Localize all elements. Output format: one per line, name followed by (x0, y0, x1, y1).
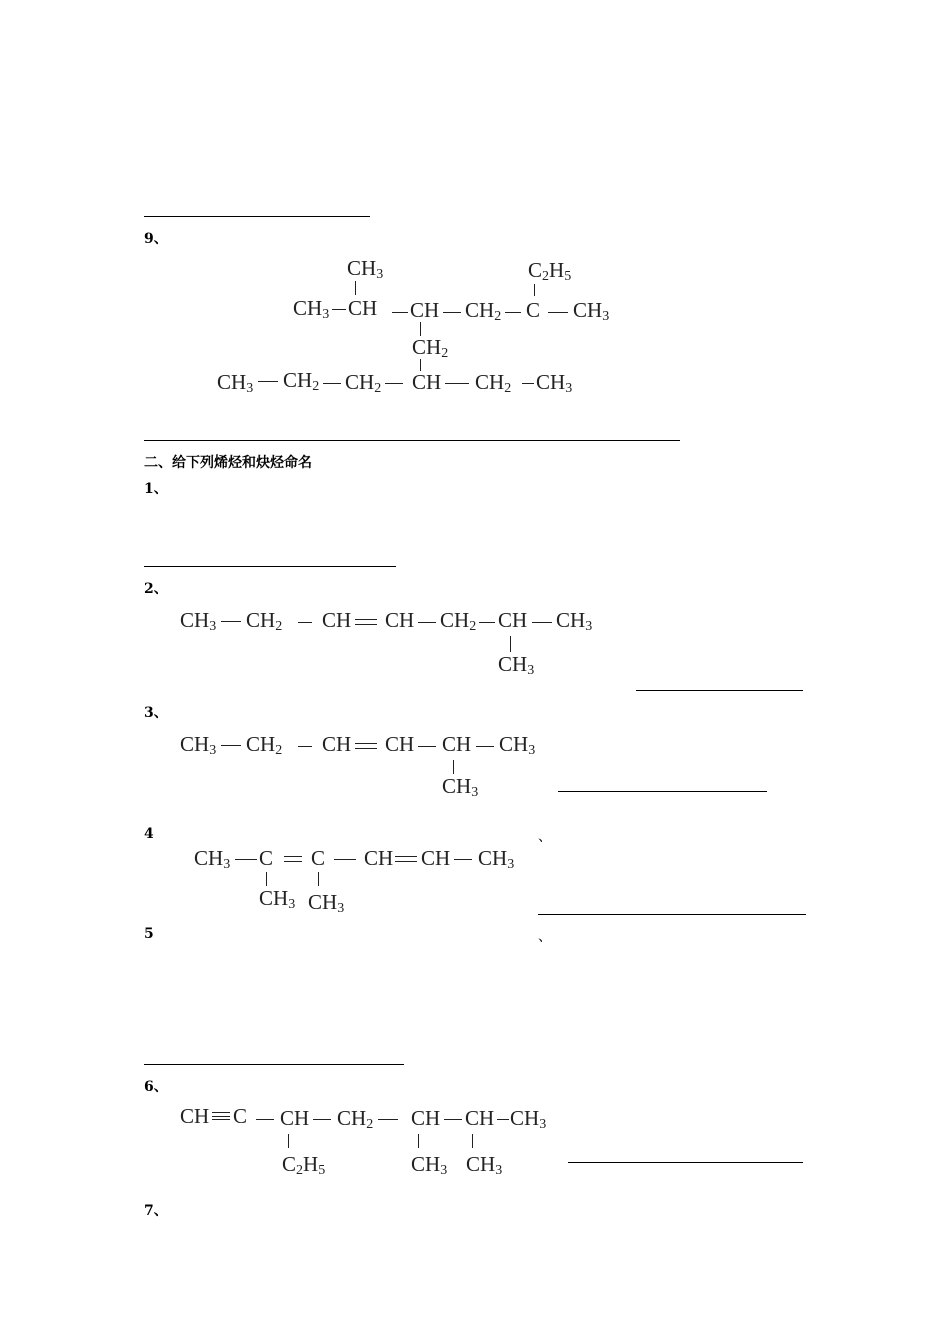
q9-bond (443, 312, 461, 313)
question-number-6: 6、 (144, 1079, 168, 1095)
answer-line-8[interactable] (144, 216, 370, 217)
q9-lower-ch3-right: $CH_3$ (536, 370, 573, 396)
answer-line-6[interactable] (568, 1162, 803, 1163)
answer-line-5[interactable] (144, 1064, 404, 1065)
q9-bond (332, 309, 346, 310)
q6-ch3-branch-b: $CH_3$ (466, 1152, 503, 1178)
q6-ch2: $CH_2$ (337, 1106, 374, 1132)
answer-line-1[interactable] (144, 566, 396, 567)
q6-bond (497, 1119, 509, 1120)
q9-bond (420, 322, 421, 336)
q2-ch3: $CH_3$ (180, 608, 217, 634)
question-number-4: 4 (144, 826, 154, 842)
q9-lower-ch2-c: $CH_2$ (475, 370, 512, 396)
q6-bond (418, 1134, 419, 1148)
q6-c: C (233, 1104, 248, 1128)
q2-ch2-a: $CH_2$ (246, 608, 283, 634)
q2-ch-b: CH (385, 608, 415, 632)
q3-bond (221, 745, 241, 746)
q3-ch3-branch: $CH_3$ (442, 774, 479, 800)
q6-bond (378, 1119, 398, 1120)
q4-c-b: C (311, 846, 326, 870)
q4-ch-b: CH (421, 846, 451, 870)
q2-ch3-branch: $CH_3$ (498, 652, 535, 678)
q9-ch3-right: $CH_3$ (573, 298, 610, 324)
q4-ch3-right: $CH_3$ (478, 846, 515, 872)
q9-ch-b: CH (410, 298, 440, 322)
q4-ch3-branch-b: $CH_3$ (308, 890, 345, 916)
q4-bond (454, 859, 472, 860)
q9-bond (522, 383, 534, 384)
q3-ch-b: CH (385, 732, 415, 756)
q6-ch-c: CH (465, 1106, 495, 1130)
q4-bond (266, 872, 267, 886)
q2-ch-c: CH (498, 608, 528, 632)
q9-c2h5: $C_2H_5$ (528, 258, 572, 284)
question-number-7: 7、 (144, 1203, 168, 1219)
question-separator-5: 、 (538, 929, 552, 945)
q3-bond (453, 760, 454, 774)
q9-bond (534, 284, 535, 296)
q9-lower-ch: CH (412, 370, 442, 394)
q6-ch3-branch-a: $CH_3$ (411, 1152, 448, 1178)
question-number-1: 1、 (144, 481, 168, 497)
q4-ch3: $CH_3$ (194, 846, 231, 872)
q3-bond (476, 746, 494, 747)
question-number-3: 3、 (144, 705, 168, 721)
q2-bond (298, 622, 312, 623)
q9-bond (355, 281, 356, 295)
q4-double-bond (284, 856, 302, 862)
q3-bond (418, 746, 436, 747)
q6-bond (313, 1119, 331, 1120)
q9-bond (392, 312, 408, 313)
question-number-2: 2、 (144, 581, 168, 597)
q3-ch3: $CH_3$ (180, 732, 217, 758)
q2-bond (510, 636, 511, 652)
q3-ch3-right: $CH_3$ (499, 732, 536, 758)
q9-ch3-top: $CH_3$ (347, 256, 384, 282)
q6-ch-b: CH (411, 1106, 441, 1130)
q4-double-bond (395, 856, 417, 862)
q9-bond (323, 383, 341, 384)
q9-lower-ch3-left: $CH_3$ (217, 370, 254, 396)
q4-bond (318, 872, 319, 886)
q9-ch-a: CH (348, 296, 378, 320)
q9-ch2-mid: $CH_2$ (412, 335, 449, 361)
answer-line-2[interactable] (636, 690, 803, 691)
question-separator-4: 、 (538, 829, 552, 845)
q9-c: C (526, 298, 541, 322)
q6-bond (444, 1119, 462, 1120)
answer-line-3[interactable] (558, 791, 767, 792)
q3-double-bond (355, 743, 377, 749)
q3-ch2: $CH_2$ (246, 732, 283, 758)
q4-ch3-branch-a: $CH_3$ (259, 886, 296, 912)
q4-bond (334, 859, 356, 860)
q6-c2h5-branch: $C_2H_5$ (282, 1152, 326, 1178)
q6-bond (288, 1134, 289, 1148)
q2-ch3-right: $CH_3$ (556, 608, 593, 634)
q6-bond (472, 1134, 473, 1148)
q2-ch2-b: $CH_2$ (440, 608, 477, 634)
q6-bond (256, 1119, 274, 1120)
answer-line-9[interactable] (144, 440, 680, 441)
q9-lower-ch2-a: $CH_2$ (283, 368, 320, 394)
question-number-5: 5 (144, 926, 154, 942)
q9-bond (385, 383, 403, 384)
q9-lower-ch2-b: $CH_2$ (345, 370, 382, 396)
q3-bond (298, 746, 312, 747)
q9-ch2: $CH_2$ (465, 298, 502, 324)
q2-bond (418, 622, 436, 623)
q9-bond (445, 383, 469, 384)
q6-ch: CH (180, 1104, 210, 1128)
q3-ch-a: CH (322, 732, 352, 756)
q2-bond (221, 621, 241, 622)
q2-bond (532, 622, 552, 623)
q2-double-bond (355, 619, 377, 625)
q6-ch3-right: $CH_3$ (510, 1106, 547, 1132)
q2-ch-a: CH (322, 608, 352, 632)
q6-ch-a: CH (280, 1106, 310, 1130)
q4-c-a: C (259, 846, 274, 870)
q2-bond (479, 622, 495, 623)
q9-bond (258, 381, 278, 382)
question-number-9: 9、 (144, 231, 168, 247)
q3-ch-c: CH (442, 732, 472, 756)
q4-ch-a: CH (364, 846, 394, 870)
answer-line-4[interactable] (538, 914, 806, 915)
q4-bond (235, 859, 257, 860)
q9-bond (505, 312, 521, 313)
q6-triple-bond (212, 1112, 230, 1120)
q9-ch3-left: $CH_3$ (293, 296, 330, 322)
q9-bond (548, 312, 568, 313)
section-heading: 二、给下列烯烃和炔烃命名 (144, 455, 312, 471)
